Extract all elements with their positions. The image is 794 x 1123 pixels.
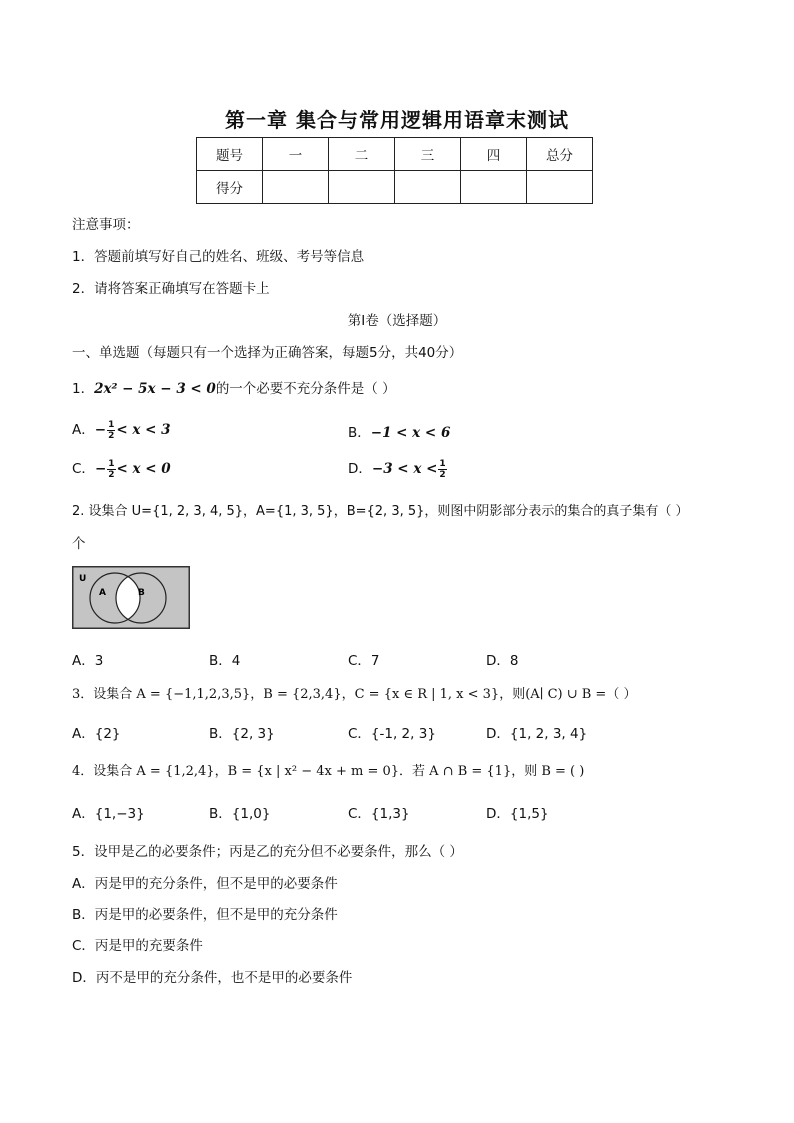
header-cell: 三 [395, 138, 461, 171]
q5-option-a[interactable]: A．丙是甲的充分条件，但不是甲的必要条件 [72, 876, 338, 892]
q4-option-d[interactable]: D．{1,5} [486, 806, 549, 822]
score-cell[interactable] [527, 171, 593, 204]
score-label-cell: 得分 [197, 171, 263, 204]
header-cell: 二 [329, 138, 395, 171]
part-heading: 一、单选题（每题只有一个选择为正确答案，每题5分，共40分） [72, 345, 463, 361]
q3-option-c[interactable]: C．{-1, 2, 3} [348, 726, 436, 742]
q4-option-c[interactable]: C．{1,3} [348, 806, 410, 822]
q1-option-b[interactable]: B．−1 < x < 6 [348, 425, 451, 441]
option-label: B． [348, 425, 371, 441]
score-table-header-row [197, 138, 593, 171]
question-3-text: 3．设集合 A = {−1,1,2,3,5}，B = {2,3,4}，C = {x ∈ R | 1, x < 3}，则(A∣ C) ∪ B =（ ） [72, 687, 637, 702]
header-cell: 题号 [197, 138, 263, 171]
q5-option-c[interactable]: C．丙是甲的充要条件 [72, 938, 203, 954]
header-cell: 总分 [527, 138, 593, 171]
q4-option-a[interactable]: A．{1,−3} [72, 806, 145, 822]
section-title: 第I卷（选择题） [347, 313, 447, 329]
venn-label-b: B [138, 588, 145, 598]
page-title: 第一章 集合与常用逻辑用语章末测试 [225, 108, 569, 132]
score-table-score-row [197, 171, 593, 204]
q5-option-b[interactable]: B．丙是甲的必要条件，但不是甲的充分条件 [72, 907, 338, 923]
question-2-text: 2. 设集合 U={1, 2, 3, 4, 5}，A={1, 3, 5}，B={2, 3, 5}，则图中阴影部分表示的集合的真子集有（ ） [72, 504, 689, 519]
q1-option-c[interactable]: C．− $\frac{1}{2}$ < x < 0 [72, 458, 171, 480]
notes-heading: 注意事项： [72, 217, 140, 233]
math-expression: 2x² − 5x − 3 < 0 [94, 381, 216, 397]
q2-option-d[interactable]: D．8 [486, 653, 519, 669]
venn-label-a: A [99, 588, 106, 598]
q4-option-b[interactable]: B．{1,0} [209, 806, 271, 822]
option-label: D． [348, 461, 372, 477]
q3-option-a[interactable]: A．{2} [72, 726, 121, 742]
question-number: 1． [72, 381, 95, 397]
venn-label-u: U [79, 574, 87, 584]
question-5-text: 5．设甲是乙的必要条件；丙是乙的充分但不必要条件，那么（ ） [72, 844, 463, 860]
venn-diagram [72, 566, 190, 629]
q3-option-b[interactable]: B．{2, 3} [209, 726, 275, 742]
header-cell: 一 [263, 138, 329, 171]
score-cell[interactable] [263, 171, 329, 204]
option-label: C． [72, 461, 95, 477]
score-table [196, 137, 593, 204]
header-cell: 四 [461, 138, 527, 171]
question-2-text-cont: 个 [72, 536, 86, 552]
q2-option-a[interactable]: A．3 [72, 653, 104, 669]
option-label: A． [72, 422, 95, 438]
q1-option-d[interactable]: D．−3 < x < $\frac{1}{2}$ [348, 458, 446, 480]
q2-option-c[interactable]: C．7 [348, 653, 380, 669]
score-cell[interactable] [461, 171, 527, 204]
question-1 [72, 377, 396, 397]
score-cell[interactable] [329, 171, 395, 204]
question-4-text: 4．设集合 A = {1,2,4}，B = {x | x² − 4x + m = 0}．若 A ∩ B = {1}，则 B = ( ) [72, 764, 585, 779]
q1-option-a[interactable]: A．− $\frac{1}{2}$ < x < 3 [72, 419, 171, 441]
score-cell[interactable] [395, 171, 461, 204]
q2-option-b[interactable]: B．4 [209, 653, 241, 669]
q5-option-d[interactable]: D．丙不是甲的充分条件，也不是甲的必要条件 [72, 970, 353, 986]
question-text: 的一个必要不充分条件是（ ） [215, 381, 396, 397]
q3-option-d[interactable]: D．{1, 2, 3, 4} [486, 726, 588, 742]
note-item: 2．请将答案正确填写在答题卡上 [72, 281, 270, 297]
note-item: 1．答题前填写好自己的姓名、班级、考号等信息 [72, 249, 365, 265]
